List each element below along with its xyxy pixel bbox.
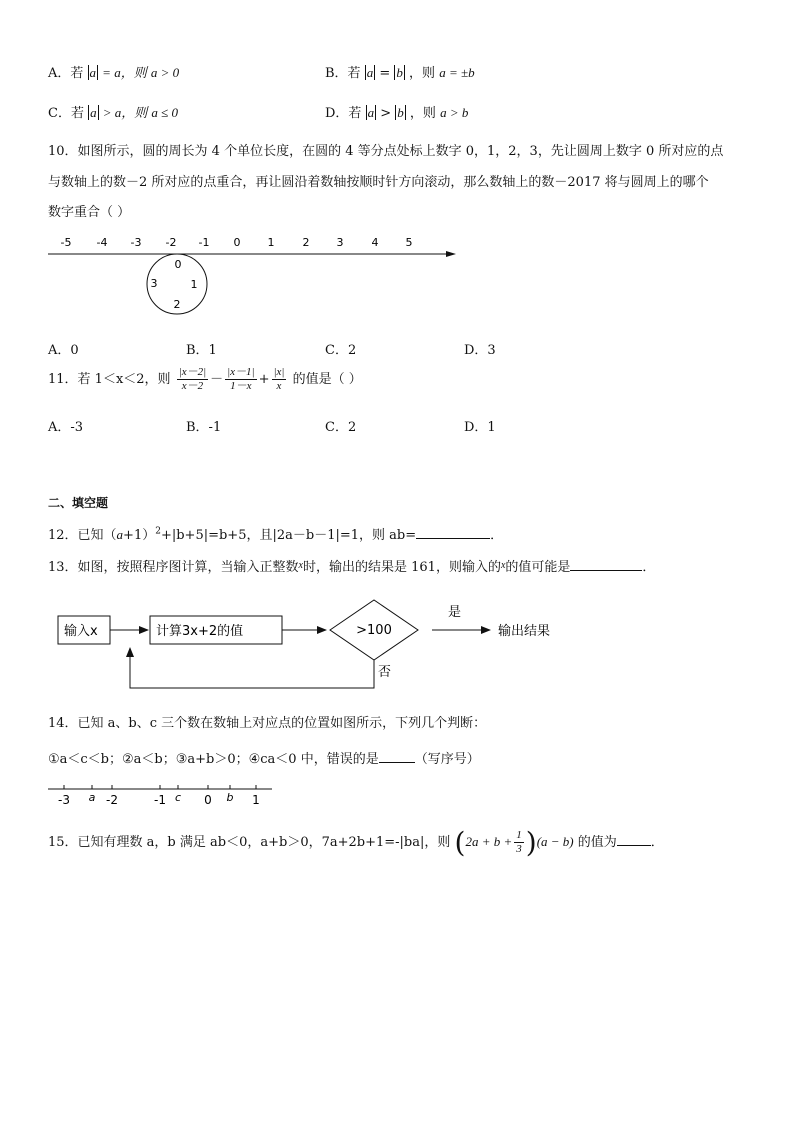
q13-flowchart: [50, 594, 590, 694]
q10-line-3: 数字重合（ ）: [48, 205, 131, 220]
q10-number-line-figure: [44, 232, 464, 316]
q10-tick-2: 2: [302, 236, 310, 249]
flow-input-label: 输入x: [64, 624, 98, 639]
q10-option-d: D．3: [464, 343, 496, 358]
q11-fraction-2: $\frac{|x-1|}{1-x}$: [227, 366, 255, 392]
section-fill-in-title: 二、填空题: [48, 496, 109, 510]
q14-point-b: b: [226, 791, 234, 804]
q9-option-a: A．若 a = a，则 a > 0: [48, 65, 180, 81]
q11-fraction-1: $\frac{|x-2|}{x-2}$: [178, 366, 207, 392]
q11-option-c: C．2: [325, 420, 357, 435]
q10-line-1: 10．如图所示，圆的周长为 4 个单位长度，在圆的 4 等分点处标上数字 0，1，2，3，先让圆周上数字 0 所对应的点: [48, 144, 724, 159]
q10-tick-1: 1: [267, 236, 275, 249]
q13-answer-blank[interactable]: [570, 570, 642, 571]
q15-answer-blank[interactable]: [617, 845, 651, 846]
q11-question: 11．若 1＜x＜2，则 $\frac{|x-2|}{x-2}$ － $\frac{|x-1|}{1-x}$ + $\frac{|x|}{x}$ 的值是（ ）: [48, 366, 362, 392]
q10-tick-neg1: -1: [198, 236, 210, 249]
q14-point-a: a: [88, 791, 96, 804]
flow-yes-label: 是: [448, 605, 462, 620]
q10-option-c: C．2: [325, 343, 357, 358]
flow-compute-label: 计算3x+2的值: [156, 624, 244, 639]
q11-option-b: B．-1: [186, 420, 222, 435]
q12-answer-blank[interactable]: [416, 538, 490, 539]
flow-no-label: 否: [378, 665, 392, 680]
flow-condition-label: >100: [356, 623, 392, 638]
q10-tick-0: 0: [233, 236, 241, 249]
q10-circle-label-0: 0: [174, 258, 182, 271]
q14-tick-neg1: -1: [154, 793, 166, 807]
q10-tick-4: 4: [371, 236, 379, 249]
q10-circle-label-2: 2: [173, 298, 181, 311]
q14-answer-blank[interactable]: [379, 762, 415, 763]
q11-option-d: D．1: [464, 420, 496, 435]
q14-number-line-figure: [44, 780, 280, 810]
flow-output-label: 输出结果: [498, 624, 551, 639]
q11-fraction-3: $\frac{|x|}{x}$: [273, 366, 285, 392]
q10-tick-neg5: -5: [60, 236, 72, 249]
q9-option-b: B．若 a = b ，则 a = ±b: [325, 65, 475, 81]
flow-arrow-no-loop: [130, 648, 374, 688]
q10-tick-neg3: -3: [130, 236, 142, 249]
q14-tick-neg3: -3: [58, 793, 70, 807]
q10-circle-label-3: 3: [150, 277, 158, 290]
q14-tick-0: 0: [204, 793, 212, 807]
q10-option-b: B．1: [186, 343, 217, 358]
q14-tick-neg2: -2: [106, 793, 118, 807]
q15-question: 15．已知有理数 a，b 满足 ab＜0，a+b＞0，7a+2b+1=-|ba|，则 (2a + b + $\frac{1}{3}$ )(a − b) 的值为 ．: [48, 826, 664, 859]
q15-fraction: $\frac{1}{3}$: [516, 829, 522, 855]
q10-tick-3: 3: [336, 236, 344, 249]
q10-line-2: 与数轴上的数－2 所对应的点重合，再让圆沿着数轴按顺时针方向滚动，那么数轴上的数－2017 将与圆周上的哪个: [48, 175, 709, 190]
q10-tick-neg4: -4: [96, 236, 108, 249]
q12-question: 12．已知$(a+1)^2+|b+5|=b+5$，且|2a－b－1|=1，则 ab= ．: [48, 526, 504, 543]
q13-question: 13．如图，按照程序图计算，当输入正整数$^x$时，输出的结果是 161，则输入的$^x$的值可能是 ．: [48, 560, 656, 575]
q14-line-2: ①a＜c＜b；②a＜b；③a+b＞0；④ca＜0 中，错误的是 （写序号）: [48, 752, 480, 767]
q14-point-c: c: [174, 791, 182, 804]
q10-tick-5: 5: [405, 236, 413, 249]
q9-option-d: D．若 a > b ，则 a > b: [325, 105, 469, 121]
q10-tick-neg2: -2: [165, 236, 177, 249]
q10-option-a: A．0: [48, 343, 79, 358]
q14-line-1: 14．已知 a、b、c 三个数在数轴上对应点的位置如图所示，下列几个判断：: [48, 716, 487, 731]
q11-option-a: A．-3: [48, 420, 84, 435]
q14-tick-1: 1: [252, 793, 260, 807]
q10-circle-label-1: 1: [190, 278, 198, 291]
q9-option-c: C．若 a > a，则 a ≤ 0: [48, 105, 179, 121]
q10-axis-arrow: [446, 251, 456, 257]
